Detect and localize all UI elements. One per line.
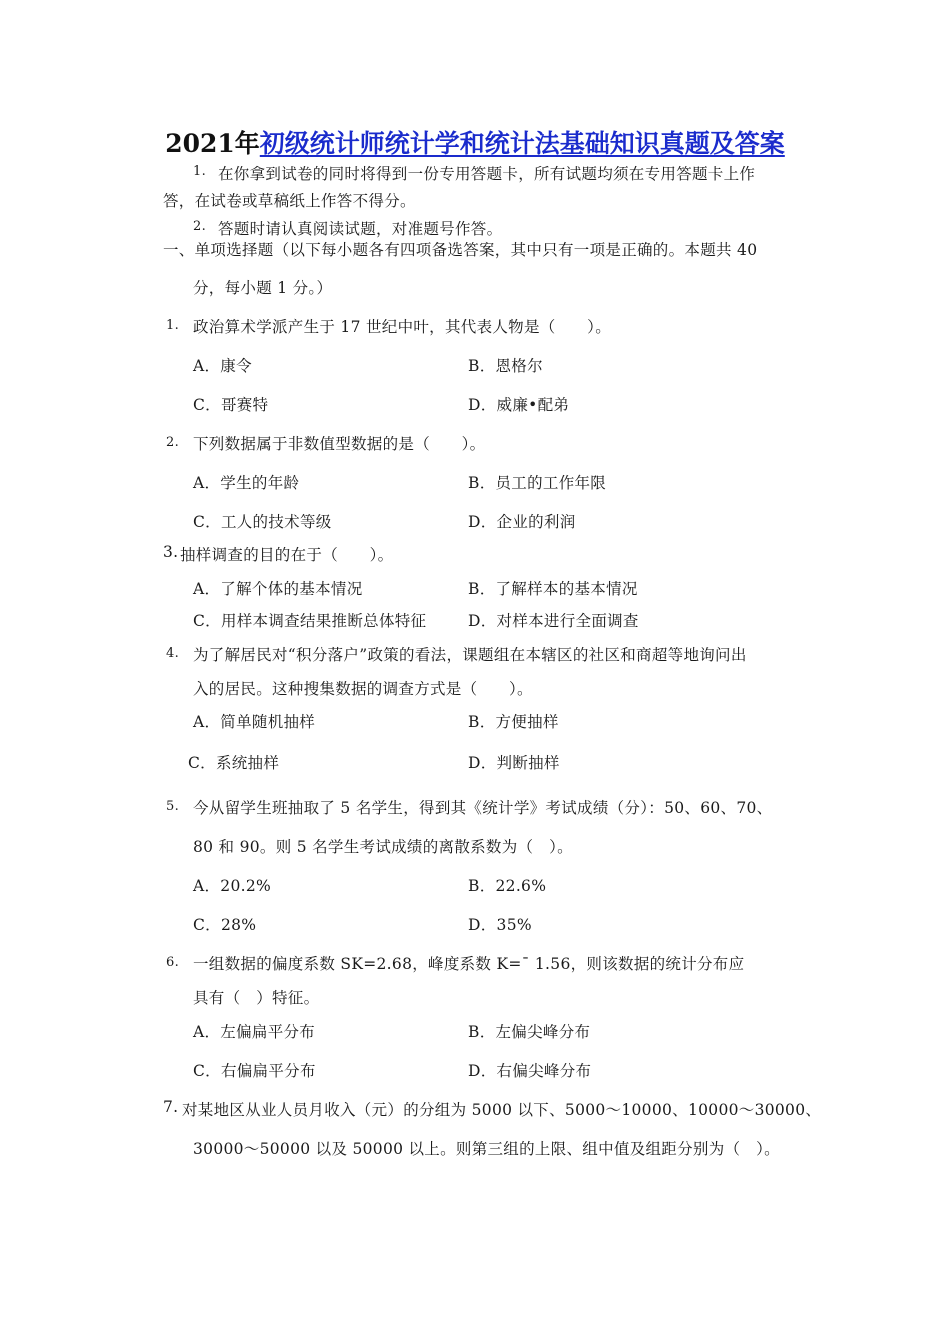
question-text: 下列数据属于非数值型数据的是（ ）。: [193, 435, 486, 453]
question-text: 为了解居民对“积分落户”政策的看法，课题组在本辖区的社区和商超等地询问出: [193, 646, 747, 664]
note-2-line-1: 答题时请认真阅读试题，对准题号作答。: [218, 220, 503, 238]
question-text-line-2: 具有（ ）特征。: [193, 989, 320, 1007]
option-b: B．左偏尖峰分布: [468, 1023, 591, 1041]
question-text: 今从留学生班抽取了 5 名学生，得到其《统计学》考试成绩（分）：50、60、70、: [193, 799, 773, 817]
question-text: 政治算术学派产生于 17 世纪中叶，其代表人物是（ ）。: [193, 318, 612, 336]
option-a: A．学生的年龄: [193, 474, 300, 492]
title-year: 2021年: [165, 129, 260, 158]
question-number: 1.: [166, 318, 180, 333]
option-c: C．哥赛特: [193, 396, 269, 414]
option-a: A．20.2%: [193, 877, 272, 895]
title-link[interactable]: 初级统计师统计学和统计法基础知识真题及答案: [259, 129, 785, 158]
option-c: C．系统抽样: [188, 754, 280, 772]
option-b: B．方便抽样: [468, 713, 559, 731]
option-d: D．威廉•配弟: [468, 396, 570, 414]
question-text: 一组数据的偏度系数 SK=2.68，峰度系数 K=ˉ 1.56，则该数据的统计分布应: [193, 955, 745, 973]
option-a: A．康令: [193, 357, 252, 375]
option-d: D．右偏尖峰分布: [468, 1062, 592, 1080]
question-number: 2.: [166, 435, 180, 450]
question-text: 对某地区从业人员月收入（元）的分组为 5000 以下、5000～10000、10000～30000、: [182, 1101, 822, 1119]
question-text-line-2: 30000～50000 以及 50000 以上。则第三组的上限、组中值及组距分别为（ ）。: [193, 1140, 780, 1158]
option-d: D．35%: [468, 916, 532, 934]
question-number: 6.: [166, 955, 180, 970]
option-d: D．判断抽样: [468, 754, 560, 772]
option-b: B．恩格尔: [468, 357, 543, 375]
note-1-line-2: 答，在试卷或草稿纸上作答不得分。: [163, 192, 416, 210]
question-number: 4.: [166, 646, 180, 661]
option-b: B．22.6%: [468, 877, 547, 895]
note-1-line-1: 在你拿到试卷的同时将得到一份专用答题卡，所有试题均须在专用答题卡上作: [218, 165, 756, 183]
note-2-number: 2.: [193, 219, 207, 234]
option-a: A．了解个体的基本情况: [193, 580, 363, 598]
option-c: C．28%: [193, 916, 257, 934]
option-a: A．左偏扁平分布: [193, 1023, 316, 1041]
option-c: C．右偏扁平分布: [193, 1062, 316, 1080]
question-number: 5.: [166, 799, 180, 814]
option-c: C．用样本调查结果推断总体特征: [193, 612, 427, 630]
option-d: D．企业的利润: [468, 513, 576, 531]
question-text: 抽样调查的目的在于（ ）。: [180, 546, 394, 564]
question-text-line-2: 80 和 90。则 5 名学生考试成绩的离散系数为（ ）。: [193, 838, 573, 856]
page-title: [0, 124, 950, 160]
section-heading-line-2: 分，每小题 1 分。）: [193, 279, 333, 297]
option-b: B．员工的工作年限: [468, 474, 607, 492]
question-text-line-2: 入的居民。这种搜集数据的调查方式是（ ）。: [193, 680, 533, 698]
option-d: D．对样本进行全面调查: [468, 612, 639, 630]
note-1-number: 1.: [193, 164, 207, 179]
question-number: 3.: [163, 543, 179, 561]
option-b: B．了解样本的基本情况: [468, 580, 638, 598]
option-a: A．简单随机抽样: [193, 713, 316, 731]
question-number: 7.: [163, 1098, 179, 1116]
section-heading: 一、单项选择题（以下每小题各有四项备选答案，其中只有一项是正确的。本题共 40: [163, 241, 758, 259]
option-c: C．工人的技术等级: [193, 513, 332, 531]
